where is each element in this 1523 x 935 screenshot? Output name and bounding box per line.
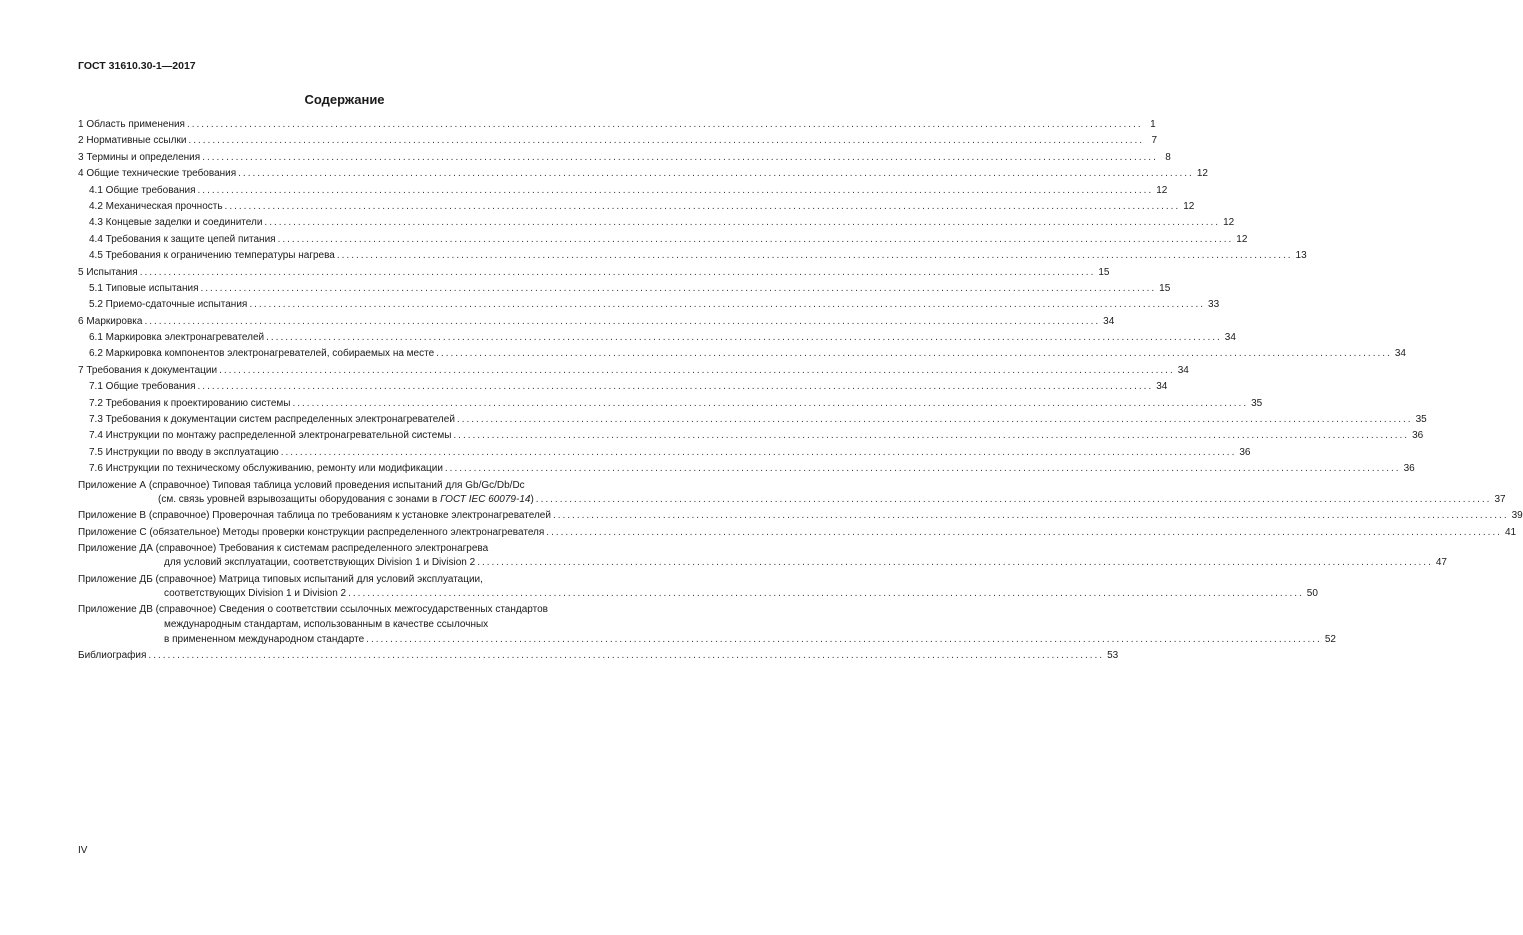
leader-dots: ........................................................................................................................................................................................................ — [456, 414, 1413, 426]
leader-dots: ........................................................................................................................................................................................................ — [202, 151, 1158, 163]
toc-entry[interactable] — [78, 397, 1263, 414]
toc-entry[interactable] — [78, 364, 1189, 381]
leader-dots: ........................................................................................................................................................................................................ — [436, 348, 1392, 360]
toc-entry[interactable] — [78, 266, 1110, 283]
toc-entry[interactable] — [78, 233, 1248, 250]
leader-dots: ........................................................................................................................................................................................................ — [444, 463, 1401, 475]
page-number: 36 — [1412, 430, 1424, 442]
toc-entry[interactable] — [78, 332, 1236, 348]
page-number: 7 — [1151, 135, 1158, 147]
appendix-c-title: Приложение С (обязательное) Методы проверки конструкции распределенного электронагревателя — [78, 526, 545, 538]
toc-entry-title: 5.1 Типовые испытания — [89, 282, 199, 294]
toc-entry-title: 3 Термины и определения — [78, 151, 201, 163]
leader-dots: ........................................................................................................................................................................................................ — [224, 200, 1181, 212]
toc-entry[interactable] — [78, 135, 1158, 151]
toc-entry-title: 7.5 Инструкции по вводу в эксплуатацию — [89, 446, 279, 458]
page-title: Содержание — [304, 92, 385, 107]
toc-entry-title: 7.4 Инструкции по монтажу распределенной электронагревательной системы — [89, 430, 452, 442]
toc-entry-title: 2 Нормативные ссылки — [78, 135, 187, 147]
appendix-db[interactable] — [78, 573, 1318, 603]
appendix-b[interactable] — [78, 510, 1523, 525]
leader-dots: ........................................................................................................................................................................................................ — [266, 332, 1222, 344]
toc-entry[interactable] — [78, 414, 1427, 430]
toc-entry-title: 5.2 Приемо-сдаточные испытания — [89, 299, 248, 311]
bibliography-title: Библиография — [78, 649, 147, 661]
leader-dots: ........................................................................................................................................................................................................ — [219, 364, 1175, 376]
leader-dots: ........................................................................................................................................................................................................ — [477, 557, 1433, 569]
page-number: 34 — [1156, 381, 1168, 393]
toc-entry-title: 7.1 Общие требования — [89, 381, 196, 393]
leader-dots: ........................................................................................................................................................................................................ — [264, 217, 1221, 229]
toc-entry[interactable] — [78, 200, 1195, 217]
toc-entry-title: 5 Испытания — [78, 266, 138, 278]
leader-dots: ........................................................................................................................................................................................................ — [249, 299, 1206, 311]
appendix-dv[interactable] — [78, 604, 1336, 648]
toc-entry-title: 4.4 Требования к защите цепей питания — [89, 233, 276, 245]
toc-entry-title: 4.1 Общие требования — [89, 184, 196, 196]
leader-dots: ........................................................................................................................................................................................................ — [552, 510, 1509, 522]
page-number: 34 — [1177, 364, 1189, 376]
toc-entry-title: 6 Маркировка — [78, 315, 143, 327]
leader-dots: ........................................................................................................................................................................................................ — [292, 397, 1249, 409]
toc-entry[interactable] — [78, 282, 1171, 299]
leader-dots: ........................................................................................................................................................................................................ — [366, 633, 1322, 645]
leader-dots: ........................................................................................................................................................................................................ — [139, 266, 1096, 278]
toc-entry[interactable] — [78, 168, 1208, 184]
appendix-c[interactable] — [78, 526, 1517, 542]
leader-dots: ........................................................................................................................................................................................................ — [148, 649, 1105, 661]
toc-entry[interactable] — [78, 446, 1251, 463]
toc-entry[interactable] — [78, 217, 1235, 233]
page-number: 13 — [1295, 250, 1307, 262]
page-number: 1 — [1150, 119, 1156, 130]
appendix-db-title: Приложение ДБ (справочное) Матрица типовых испытаний для условий эксплуатации, — [78, 573, 483, 585]
leader-dots: ........................................................................................................................................................................................................ — [200, 282, 1157, 294]
toc-entry-title: 7.2 Требования к проектированию системы — [89, 397, 291, 409]
page-number: 34 — [1224, 332, 1236, 344]
toc-entry-title: 7.6 Инструкции по техническому обслуживанию, ремонту или модификации — [89, 463, 443, 475]
leader-dots: ........................................................................................................................................................................................................ — [336, 250, 1293, 262]
page-number: 47 — [1435, 557, 1447, 569]
appendix-da-subtitle: для условий эксплуатации, соответствующих Division 1 и Division 2 — [164, 557, 476, 569]
toc-entry[interactable] — [78, 250, 1307, 266]
appendix-da-title: Приложение ДА (справочное) Требования к системам распределенного электронагрева — [78, 542, 489, 554]
table-of-contents — [78, 119, 1523, 664]
toc-entry-title: 4.2 Механическая прочность — [89, 200, 223, 212]
page-number: 39 — [1511, 510, 1523, 522]
appendix-dv-title: Приложение ДВ (справочное) Сведения о соответствии ссылочных межгосударственных стандартов — [78, 604, 548, 616]
leader-dots: ........................................................................................................................................................................................................ — [197, 381, 1154, 393]
appendix-a-subtitle: (см. связь уровней взрывозащиты оборудования с зонами в ГОСТ IEC 60079-14) — [158, 494, 534, 506]
appendix-db-subtitle: соответствующих Division 1 и Division 2 — [164, 588, 347, 600]
page-number: 12 — [1183, 200, 1195, 212]
page-number: 35 — [1251, 397, 1263, 409]
toc-entry[interactable] — [78, 299, 1220, 315]
leader-dots: ........................................................................................................................................................................................................ — [546, 526, 1502, 538]
appendix-a[interactable] — [78, 479, 1506, 509]
leader-dots: ........................................................................................................................................................................................................ — [188, 135, 1145, 147]
toc-entry[interactable] — [78, 151, 1171, 168]
toc-entry-title: 4.3 Концевые заделки и соединители — [89, 217, 263, 229]
appendix-da[interactable] — [78, 542, 1447, 572]
leader-dots: ........................................................................................................................................................................................................ — [348, 588, 1304, 600]
toc-entry[interactable] — [78, 348, 1406, 364]
toc-entry-title: 4.5 Требования к ограничению температуры нагрева — [89, 250, 335, 262]
leader-dots: ........................................................................................................................................................................................................ — [535, 494, 1492, 506]
page-number: 35 — [1415, 414, 1427, 426]
toc-entry[interactable] — [78, 315, 1115, 332]
page-number: 12 — [1196, 168, 1208, 180]
leader-dots: ........................................................................................................................................................................................................ — [280, 446, 1237, 458]
toc-entry[interactable] — [78, 381, 1168, 397]
leader-dots: ........................................................................................................................................................................................................ — [197, 184, 1154, 196]
page-number: 52 — [1324, 633, 1336, 645]
document-code: ГОСТ 31610.30-1—2017 — [78, 60, 196, 72]
toc-entry[interactable] — [78, 119, 1156, 135]
toc-entry-title: 7.3 Требования к документации систем распределенных электронагревателей — [89, 414, 455, 426]
toc-entry-title: 6.2 Маркировка компонентов электронагревателей, собираемых на месте — [89, 348, 435, 360]
page-number: 15 — [1098, 266, 1110, 278]
page-footer-number: IV — [78, 845, 88, 856]
page-number: 8 — [1165, 151, 1171, 163]
toc-entry[interactable] — [78, 430, 1424, 446]
page-number: 12 — [1156, 184, 1168, 196]
leader-dots: ........................................................................................................................................................................................................ — [144, 315, 1101, 327]
toc-entry-title: 7 Требования к документации — [78, 364, 218, 376]
bibliography[interactable] — [78, 649, 1119, 665]
page-number: 53 — [1107, 649, 1119, 661]
page-number: 41 — [1504, 526, 1517, 538]
page-number: 34 — [1103, 315, 1115, 327]
page-number: 34 — [1394, 348, 1406, 360]
appendix-dv-subtitle-1: международным стандартам, использованным в качестве ссылочных — [164, 618, 489, 630]
leader-dots: ........................................................................................................................................................................................................ — [238, 168, 1194, 180]
appendix-a-title: Приложение А (справочное) Типовая таблица условий проведения испытаний для Gb/Gc/Db/Dc — [78, 479, 525, 491]
toc-entry[interactable] — [78, 463, 1415, 479]
page-number: 37 — [1494, 494, 1506, 506]
leader-dots: ........................................................................................................................................................................................................ — [186, 119, 1143, 130]
page-number: 36 — [1239, 446, 1251, 458]
appendix-dv-subtitle-2: в примененном международном стандарте — [164, 633, 365, 645]
page-number: 12 — [1236, 233, 1248, 245]
leader-dots: ........................................................................................................................................................................................................ — [453, 430, 1410, 442]
page-number: 33 — [1208, 299, 1220, 311]
toc-entry[interactable] — [78, 184, 1168, 201]
toc-entry-title: 4 Общие технические требования — [78, 168, 237, 180]
page-number: 12 — [1223, 217, 1235, 229]
toc-entry-title: 6.1 Маркировка электронагревателей — [89, 332, 265, 344]
page-number: 36 — [1403, 463, 1415, 475]
appendix-b-title: Приложение В (справочное) Проверочная таблица по требованиям к установке электронагревателей — [78, 510, 551, 522]
page-number: 50 — [1306, 588, 1318, 600]
toc-entry-title: 1 Область применения — [78, 119, 185, 130]
page-number: 15 — [1159, 282, 1171, 294]
leader-dots: ........................................................................................................................................................................................................ — [277, 233, 1234, 245]
